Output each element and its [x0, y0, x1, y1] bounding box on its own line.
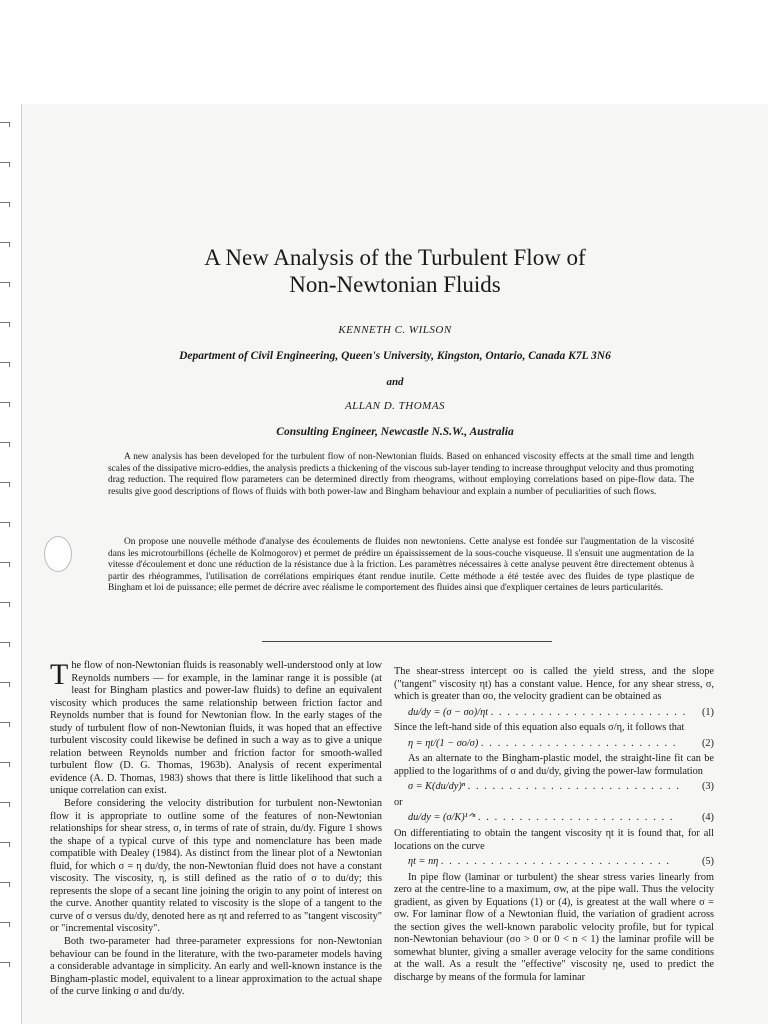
body-paragraph-7: On differentiating to obtain the tangent viscosity ηt it is found that, for all locations on the curve	[394, 828, 714, 852]
equation-number: (4)	[701, 812, 714, 824]
paper-title	[22, 244, 768, 298]
equation-5: (5) ηt = nη . . . . . . . . . . . . . . . . . . . . . . . . . . . .	[408, 856, 714, 868]
author-1-name: KENNETH C. WILSON	[338, 324, 452, 336]
title-line-2: Non-Newtonian Fluids	[289, 272, 501, 297]
abstract-french: On propose une nouvelle méthode d'analyse des écoulements de fluides non newtoniens. Cette analyse est fondée sur l'augmentation de la viscosité dans les microtourbillons (échelle de Kolmogorov) et permet de prédire un épaississement de la sous-couche visqueuse. Il s'ensuit une augmentation de la vitesse d'écoulement et donc une réduction de la résistance due à la friction. Les paramètres nécessaires à cette analyse peuvent être directement obtenus à partir des rhéogrammes, l'utilisation de corrélations empiriques étant rendue inutile. Cette méthode a été testée avec des fluides de type plastique de Bingham et loi de puissance; elle permet de décrire avec réalisme le comportement des fluides ainsi que d'expliquer certaines de leurs particularités.	[108, 537, 694, 594]
author-2-name: ALLAN D. THOMAS	[344, 400, 446, 412]
left-column	[50, 660, 382, 999]
binder-hole	[44, 536, 72, 572]
author-conjunction: and	[386, 376, 404, 388]
right-column	[394, 666, 714, 985]
binding-edge	[0, 110, 24, 1024]
body-paragraph-5: Since the left-hand side of this equation also equals σ/η, it follows that	[394, 722, 685, 734]
equation-number: (1)	[701, 706, 714, 718]
drop-cap: T	[50, 658, 69, 691]
equation-expression: η = ηt/(1 − σo/σ)	[408, 737, 479, 749]
equation-expression: du/dy = (σ/K)¹ᐟⁿ	[408, 812, 476, 824]
equation-1: (1) du/dy = (σ − σo)/ηt . . . . . . . . . . . . . . . . . . . . . . . .	[408, 706, 714, 718]
abstract-english: A new analysis has been developed for the turbulent flow of non-Newtonian fluids. Based on enhanced viscosity effects at the small time and length scales of the dissipative micro-eddies, the analysis predicts a thickening of the viscous sub-layer tending to increase throughput velocity and thus promoting drag reduction. The required flow parameters can be determined directly from rheograms, without employing correlations based on pipe-flow data. The results give good descriptions of flows of fluids with both power-law and Bingham behaviour and explain a number of peculiarities of such flows.	[108, 452, 694, 497]
equation-number: (2)	[701, 737, 714, 749]
or-label: or	[394, 796, 403, 808]
body-paragraph-2: Before considering the velocity distribution for turbulent non-Newtonian flow it is appropriate to outline some of the features of non-Newtonian relationships for shear stress, σ, in terms of rate of strain, du/dy. Figure 1 shows the shape of a typical curve of this type and nomenclature has been made compatible with Dealey (1984). As distinct from the linear plot of a Newtonian fluid, for which σ = η du/dy, the non-Newtonian fluid does not have a constant viscosity. The viscosity, η, is still defined as the ratio of σ to du/dy; this represents the slope of a secant line joining the origin to any point of interest on the curve. Another quantity related to viscosity is the slope of a tangent to the curve of σ versus du/dy, denoted here as ηt and referred to as "tangent viscosity" or "incremental viscosity".	[50, 798, 382, 935]
section-divider	[262, 641, 552, 642]
body-paragraph-4: The shear-stress intercept σo is called the yield stress, and the slope ("tangent" viscosity ηt) has a constant value. Hence, for any shear stress, σ, which is greater than σo, the velocity gradient can be obtained as	[394, 666, 714, 703]
equation-4: (4) du/dy = (σ/K)¹ᐟⁿ . . . . . . . . . . . . . . . . . . . . . . . .	[408, 812, 714, 824]
intro-paragraph: he flow of non-Newtonian fluids is reasonably well-understood only at low Reynolds numbers — for example, in the laminar range it is possible (at least for Bingham plastics and power-law fluids) to define an equivalent viscosity which produces the same relationship between friction factor and Reynolds number that is found for Newtonian flow. In the early stages of the study of turbulent flow of non-Newtonian fluids, it was hoped that an effective turbulent viscosity could likewise be defined in such a way as to give a unique relation between Reynolds number and friction factor for smooth-walled turbulent flow (D. G. Thomas, 1963b). Analysis of recent experimental evidence (A. D. Thomas, 1983) shows that there is little likelihood that such a unique correlation can exist.	[50, 660, 382, 797]
author-1-affiliation: Department of Civil Engineering, Queen's University, Kingston, Ontario, Canada K7L 3N6	[179, 350, 611, 362]
equation-3: (3) σ = K(du/dy)ⁿ . . . . . . . . . . . . . . . . . . . . . . . . . .	[408, 781, 714, 793]
body-paragraph-3: Both two-parameter had three-parameter expressions for non-Newtonian behaviour can be found in the literature, with the two-parameter models having a considerable advantage in simplicity. An early and well-known instance is the Bingham-plastic model, equivalent to a linear approximation to the actual shape of the curve linking σ and du/dy.	[50, 936, 382, 998]
equation-number: (5)	[701, 856, 714, 868]
equation-expression: σ = K(du/dy)ⁿ	[408, 781, 466, 793]
body-paragraph-6: As an alternate to the Bingham-plastic model, the straight-line fit can be applied to the logarithms of σ and du/dy, giving the power-law formulation	[394, 753, 714, 777]
title-line-1: A New Analysis of the Turbulent Flow of	[204, 245, 586, 270]
body-paragraph-8: In pipe flow (laminar or turbulent) the shear stress varies linearly from zero at the centre-line to a maximum, σw, at the pipe wall. Thus the velocity gradient, as given by Equations (1) or (4), is greatest at the wall where σ = σw. For laminar flow of a Newtonian fluid, the variation of gradient across the section gives the well-known parabolic velocity profile, but for typical non-Newtonian behaviour (σo > 0 or 0 < n < 1) the laminar profile will be somewhat blunter, giving a smaller average velocity for the same conditions at the wall. As a result the "effective" viscosity ηe, used to predict the discharge by means of the formula for laminar	[394, 871, 714, 984]
equation-2: (2) η = ηt/(1 − σo/σ) . . . . . . . . . . . . . . . . . . . . . . . .	[408, 737, 714, 749]
equation-number: (3)	[701, 781, 714, 793]
author-2-affiliation: Consulting Engineer, Newcastle N.S.W., Australia	[276, 426, 514, 438]
paper-page	[22, 104, 768, 1024]
equation-expression: du/dy = (σ − σo)/ηt	[408, 706, 489, 718]
equation-expression: ηt = nη	[408, 856, 439, 868]
